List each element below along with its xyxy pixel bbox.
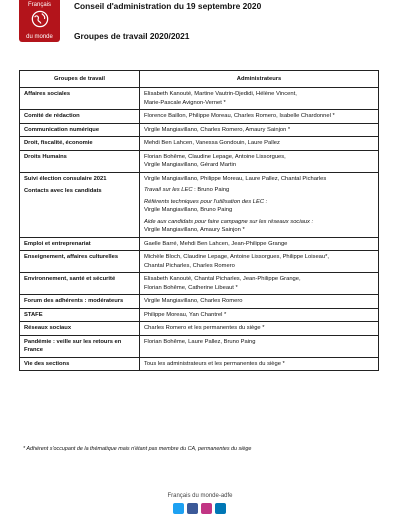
administrators-cell xyxy=(140,237,379,251)
administrators-line: Marie-Pascale Avignon-Vernet * xyxy=(144,99,226,106)
group-name: Forum des adhérents : modérateurs xyxy=(24,298,124,304)
administrators-cell xyxy=(140,322,379,336)
table-row xyxy=(20,150,379,172)
group-name: Droit, fiscalité, économie xyxy=(24,140,93,146)
table-row xyxy=(20,88,379,110)
group-name: Réseaux sociaux xyxy=(24,325,72,331)
administrators-line: Elisabeth Kanouté, Martine Vautrin-Djedidi, Hélène Vincent, xyxy=(144,91,297,97)
logo-line1: Français xyxy=(27,2,51,8)
group-name-cell xyxy=(20,137,140,151)
administrators-cell xyxy=(140,123,379,137)
table-row xyxy=(20,308,379,322)
administrators-line: Florian Bohême, Laure Pallez, Bruno Paing xyxy=(144,338,256,345)
administrators-line: Référents techniques pour l'utilisation des LEC : xyxy=(144,198,268,205)
group-name-cell xyxy=(20,295,140,309)
administrators-line: Virgile Mangiavillano, Gérard Martin xyxy=(144,162,237,168)
administrators-line: Mehdi Ben Lahcen, Vanessa Gondouin, Laure Pallez xyxy=(144,140,280,146)
table-row xyxy=(20,172,379,237)
administrators-cell xyxy=(140,137,379,151)
group-name-cell xyxy=(20,150,140,172)
group-name-cell xyxy=(20,273,140,295)
group-name-cell xyxy=(20,88,140,110)
group-name-cell xyxy=(20,251,140,273)
group-name: Droits Humains xyxy=(24,153,67,160)
footnote: * Adhérent s'occupant de la thématique mais n'étant pas membre du CA, permanentes du siège xyxy=(23,446,252,452)
administrators-line: Florian Bohême, Catherine Libeaut * xyxy=(144,284,238,291)
administrators-line: Tous les administrateurs et les permanentes du siège * xyxy=(144,360,285,367)
group-name: Enseignement, affaires culturelles xyxy=(24,254,119,260)
administrators-line-label: Travail sur les LEC xyxy=(144,187,193,193)
administrators-line: Virgile Mangiavillano, Bruno Paing xyxy=(144,207,233,213)
group-name: Communication numérique xyxy=(24,126,100,133)
administrators-cell xyxy=(140,251,379,273)
linkedin-icon[interactable] xyxy=(215,503,226,514)
administrators-cell xyxy=(140,110,379,124)
group-name-cell xyxy=(20,357,140,371)
group-name-cell xyxy=(20,110,140,124)
facebook-icon[interactable] xyxy=(187,503,198,514)
administrators-cell xyxy=(140,150,379,172)
group-name: Affaires sociales xyxy=(24,91,71,97)
administrators-line: Virgile Mangiavillano, Charles Romero, Amaury Sainjon * xyxy=(144,126,291,133)
group-name: Environnement, santé et sécurité xyxy=(24,276,116,282)
logo-line2: du monde xyxy=(26,34,53,40)
administrators-cell xyxy=(140,308,379,322)
group-name: Comité de rédaction xyxy=(24,113,80,119)
administrators-line: Virgile Mangiavillano, Charles Romero xyxy=(144,298,243,304)
column-header: Groupes de travail xyxy=(20,71,140,88)
globe-icon xyxy=(31,10,49,28)
group-name: Vie des sections xyxy=(24,360,70,367)
administrators-line: Elisabeth Kanouté, Chantal Picharles, Jean-Philippe Grange, xyxy=(144,276,301,282)
administrators-line: Florence Baillon, Philippe Moreau, Charles Romero, Isabelle Chardonnel * xyxy=(144,113,335,119)
table-row xyxy=(20,357,379,371)
group-name: Suivi élection consulaire 2021 xyxy=(24,175,107,182)
table-row xyxy=(20,251,379,273)
instagram-icon[interactable] xyxy=(201,503,212,514)
administrators-line: Philippe Moreau, Yan Chantrel * xyxy=(144,311,227,318)
group-name: STAFE xyxy=(24,311,43,318)
page-subtitle: Groupes de travail 2020/2021 xyxy=(74,31,190,41)
group-name-cell xyxy=(20,308,140,322)
administrators-cell xyxy=(140,172,379,237)
administrators-cell xyxy=(140,335,379,357)
table-row xyxy=(20,295,379,309)
page-title: Conseil d'administration du 19 septembre 2020 xyxy=(74,1,262,11)
table-row xyxy=(20,110,379,124)
group-name-cell xyxy=(20,335,140,357)
social-links xyxy=(173,503,229,514)
table-row xyxy=(20,237,379,251)
table-header-row xyxy=(20,71,379,88)
table-row xyxy=(20,335,379,357)
administrators-line: Virgile Mangiavillano, Philippe Moreau, Laure Pallez, Chantal Picharles xyxy=(144,175,327,182)
table-row xyxy=(20,322,379,336)
administrators-line: Charles Romero et les permanentes du siège * xyxy=(144,325,265,331)
administrators-line: Gaelle Barré, Mehdi Ben Lahcen, Jean-Philippe Grange xyxy=(144,240,288,247)
administrators-line: Virgile Mangiavillano, Amaury Sainjon * xyxy=(144,227,245,233)
group-name: Emploi et entreprenariat xyxy=(24,240,91,247)
administrators-cell xyxy=(140,295,379,309)
administrators-cell xyxy=(140,357,379,371)
logo xyxy=(19,0,60,42)
administrators-line: Travail sur les LEC : Bruno Paing xyxy=(144,187,230,193)
group-name-cell xyxy=(20,322,140,336)
table-row xyxy=(20,123,379,137)
group-name: Pandémie : veille sur les retours en France xyxy=(24,338,122,353)
administrators-cell xyxy=(140,273,379,295)
footer-organization: Français du monde-adfe xyxy=(167,493,233,499)
administrators-line: Michèle Bloch, Claudine Lepage, Antoine Lissorgues, Philippe Loiseau*, xyxy=(144,254,329,260)
twitter-icon[interactable] xyxy=(173,503,184,514)
administrators-line: Aide aux candidats pour faire campagne sur les réseaux sociaux : xyxy=(144,218,314,225)
column-header: Administrateurs xyxy=(140,71,379,88)
administrators-cell xyxy=(140,88,379,110)
group-name-cell xyxy=(20,123,140,137)
table-row xyxy=(20,137,379,151)
table-row xyxy=(20,273,379,295)
administrators-line: Chantal Picharles, Charles Romero xyxy=(144,262,235,269)
group-name-cell xyxy=(20,172,140,237)
group-name: Contacts avec les candidats xyxy=(24,188,102,194)
administrators-line: Florian Bohême, Claudine Lepage, Antoine Lissorgues, xyxy=(144,153,286,160)
working-groups-table xyxy=(19,70,379,371)
group-name-cell xyxy=(20,237,140,251)
